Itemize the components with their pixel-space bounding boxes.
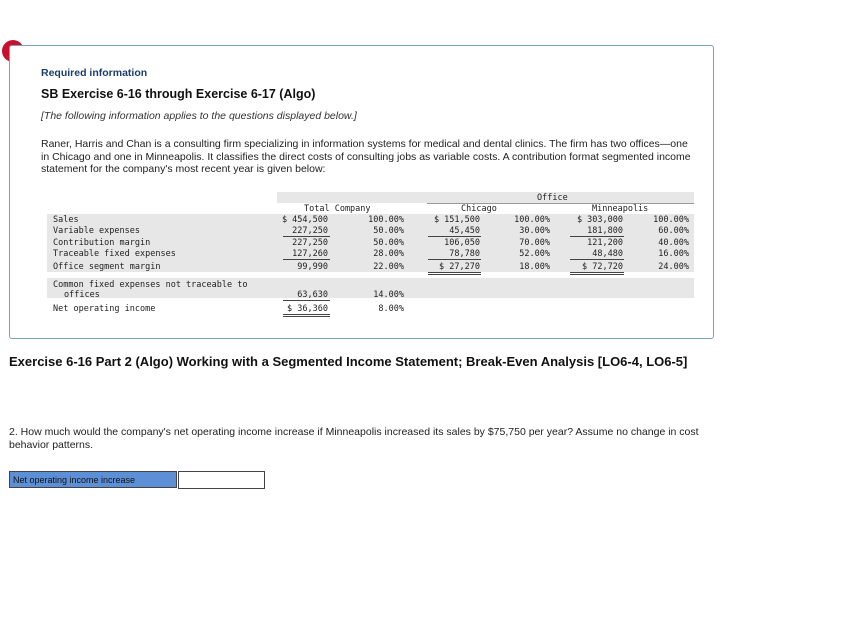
cell: 14.00% — [373, 290, 404, 300]
row-label: Net operating income — [53, 304, 156, 314]
row-label: Variable expenses — [53, 226, 140, 236]
row-label: Office segment margin — [53, 262, 161, 272]
office-header: Office — [537, 193, 568, 203]
row-label: Sales — [53, 215, 79, 225]
cell: 22.00% — [373, 262, 404, 272]
cell: 100.00% — [653, 215, 689, 225]
cell: 50.00% — [373, 226, 404, 236]
answer-label: Net operating income increase — [9, 471, 177, 488]
cell: 100.00% — [368, 215, 404, 225]
col-header-minneapolis: Minneapolis — [592, 204, 649, 214]
required-information-label: Required information — [41, 67, 148, 79]
cell: $ 27,270 — [439, 262, 480, 272]
cell: 227,250 — [292, 238, 328, 248]
intro-paragraph: Raner, Harris and Chan is a consulting firm specializing in information systems for medical and dental clinics. The firm has two offices—one in Chicago and one in Minneapolis. It classifies the direct costs of consulting jobs as variable costs. A contribution format segmented income statement for the company's most recent year is given below: — [41, 138, 691, 175]
cell: 28.00% — [373, 249, 404, 259]
required-info-panel — [9, 45, 714, 339]
row-label: offices — [64, 290, 100, 300]
cell: $ 454,500 — [281, 215, 328, 225]
cell: 227,250 — [292, 226, 328, 236]
cell: 48,480 — [592, 249, 623, 259]
segmented-income-statement — [47, 192, 693, 316]
cell: 30.00% — [519, 226, 550, 236]
exercise-heading: Exercise 6-16 Part 2 (Algo) Working with a Segmented Income Statement; Break-Even Analysis [LO6-4, LO6-5] — [9, 354, 688, 369]
cell: 99,990 — [297, 262, 328, 272]
italic-note: [The following information applies to the questions displayed below.] — [41, 110, 357, 122]
cell: 50.00% — [373, 238, 404, 248]
cell: 52.00% — [519, 249, 550, 259]
cell: 78,780 — [449, 249, 480, 259]
net-operating-income-increase-input[interactable] — [178, 471, 265, 489]
cell: 121,200 — [587, 238, 623, 248]
row-label: Common fixed expenses not traceable to — [53, 280, 248, 290]
row-label: Contribution margin — [53, 238, 151, 248]
col-header-total: Total Company — [304, 204, 371, 214]
col-header-chicago: Chicago — [461, 204, 497, 214]
cell: 181,800 — [587, 226, 623, 236]
cell: 70.00% — [519, 238, 550, 248]
cell: $ 151,500 — [433, 215, 480, 225]
exercise-subtitle: SB Exercise 6-16 through Exercise 6-17 (Algo) — [41, 87, 316, 101]
cell: 16.00% — [658, 249, 689, 259]
row-label: Traceable fixed expenses — [53, 249, 176, 259]
cell: 63,630 — [297, 290, 328, 300]
question-text: 2. How much would the company's net operating income increase if Minneapolis increased its sales by $75,750 per year? Assume no change in cost behavior patterns. — [9, 426, 699, 451]
cell: 18.00% — [519, 262, 550, 272]
cell: $ 36,360 — [287, 304, 328, 314]
cell: 106,050 — [444, 238, 480, 248]
cell: 45,450 — [449, 226, 480, 236]
cell: 8.00% — [378, 304, 404, 314]
cell: 40.00% — [658, 238, 689, 248]
cell: 127,260 — [292, 249, 328, 259]
cell: 24.00% — [658, 262, 689, 272]
cell: $ 303,000 — [576, 215, 623, 225]
cell: $ 72,720 — [582, 262, 623, 272]
cell: 100.00% — [514, 215, 550, 225]
cell: 60.00% — [658, 226, 689, 236]
